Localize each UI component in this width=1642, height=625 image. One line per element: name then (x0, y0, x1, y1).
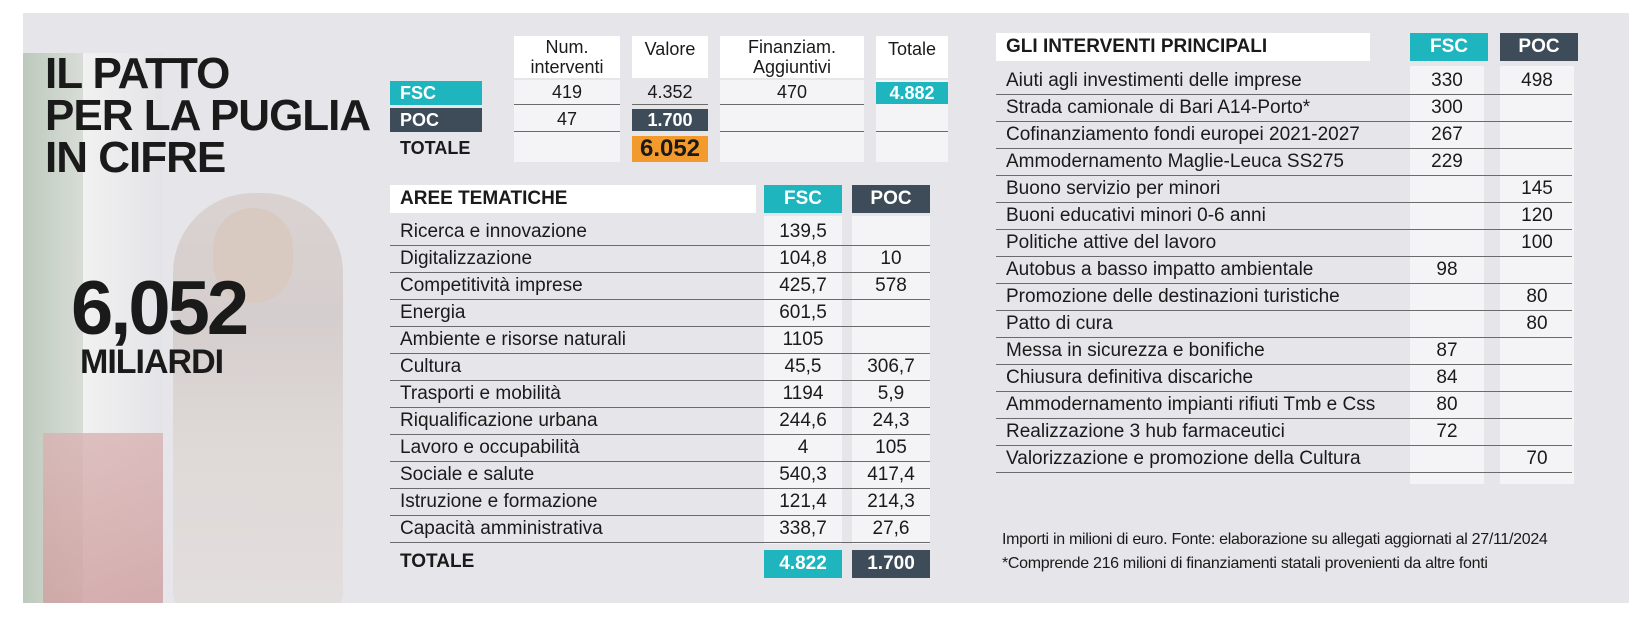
interventi-header: GLI INTERVENTI PRINCIPALI (996, 33, 1370, 61)
summary-fsc-finanz: 470 (720, 81, 864, 105)
aree-total-fsc: 4.822 (764, 550, 842, 578)
interventi-row-poc: 70 (1526, 448, 1548, 469)
interventi-row-poc: 498 (1521, 70, 1553, 91)
aree-row-fsc: 244,6 (779, 410, 827, 431)
interventi-row (996, 284, 1572, 311)
interventi-row-fsc: 80 (1436, 394, 1458, 415)
aree-row-fsc: 338,7 (779, 518, 827, 539)
aree-row-fsc: 4 (797, 437, 809, 458)
aree-col-poc: POC (852, 185, 930, 213)
interventi-row-poc: 80 (1526, 286, 1548, 307)
interventi-row-label: Ammodernamento Maglie-Leuca SS275 (1006, 151, 1344, 172)
aree-row (390, 273, 930, 300)
summary-col-num: Num. interventi (514, 36, 620, 78)
aree-row (390, 354, 930, 381)
aree-row-label: Istruzione e formazione (400, 491, 598, 512)
summary-label-totale: TOTALE (400, 137, 471, 158)
interventi-row-poc: 100 (1521, 232, 1553, 253)
summary-poc-finanz (720, 108, 864, 132)
aree-row-poc: 578 (875, 275, 907, 296)
interventi-row-label: Valorizzazione e promozione della Cultura (1006, 448, 1361, 469)
interventi-row (996, 338, 1572, 365)
aree-row-poc: 105 (875, 437, 907, 458)
big-figure-unit: MILIARDI (80, 343, 224, 381)
summary-col-valore: Valore (632, 36, 708, 78)
aree-row-fsc: 45,5 (784, 356, 822, 377)
interventi-row-fsc: 84 (1436, 367, 1458, 388)
aree-row-poc: 214,3 (867, 491, 915, 512)
interventi-row (996, 446, 1572, 473)
summary-fsc-valore: 4.352 (632, 81, 708, 105)
interventi-row (996, 392, 1572, 419)
interventi-row (996, 176, 1572, 203)
interventi-row (996, 122, 1572, 149)
interventi-row-label: Chiusura definitiva discariche (1006, 367, 1254, 388)
interventi-row (996, 95, 1572, 122)
interventi-row-poc: 120 (1521, 205, 1553, 226)
interventi-row-fsc: 300 (1431, 97, 1463, 118)
flag-red-stripe (43, 433, 163, 603)
aree-row (390, 300, 930, 327)
aree-total-label: TOTALE (400, 551, 475, 572)
summary-poc-totale (876, 108, 948, 132)
footnote-asterisk: *Comprende 216 milioni di finanziamenti statali provenienti da altre fonti (1002, 555, 1488, 572)
interventi-row-fsc: 330 (1431, 70, 1463, 91)
aree-row (390, 381, 930, 408)
summary-poc-valore: 1.700 (632, 109, 708, 131)
interventi-row (996, 230, 1572, 257)
aree-row-fsc: 1194 (782, 383, 824, 404)
aree-row-label: Trasporti e mobilità (400, 383, 561, 404)
aree-row-label: Competitività imprese (400, 275, 583, 296)
headline: IL PATTO PER LA PUGLIA IN CIFRE (45, 49, 371, 182)
summary-fsc-totale: 4.882 (876, 82, 948, 104)
interventi-row (996, 311, 1572, 338)
aree-row-poc: 27,6 (872, 518, 910, 539)
aree-row-fsc: 601,5 (779, 302, 827, 323)
aree-row-fsc: 1105 (782, 329, 824, 350)
big-figure-value: 6,052 (71, 266, 247, 351)
interventi-row (996, 68, 1572, 95)
interventi-row-label: Patto di cura (1006, 313, 1113, 334)
aree-row-label: Energia (400, 302, 466, 323)
footnote-source: Importi in milioni di euro. Fonte: elaborazione su allegati aggiornati al 27/11/2024 (1002, 531, 1548, 548)
summary-col-finanz: Finanziam. Aggiuntivi (720, 36, 864, 78)
aree-row (390, 462, 930, 489)
interventi-row-poc: 80 (1526, 313, 1548, 334)
aree-row-poc: 10 (880, 248, 902, 269)
aree-row-poc: 306,7 (867, 356, 915, 377)
summary-label-poc: POC (390, 108, 482, 132)
interventi-row-poc: 145 (1521, 178, 1553, 199)
interventi-row-label: Realizzazione 3 hub farmaceutici (1006, 421, 1285, 442)
aree-row-label: Capacità amministrativa (400, 518, 603, 539)
aree-total-poc: 1.700 (852, 550, 930, 578)
interventi-row-label: Promozione delle destinazioni turistiche (1006, 286, 1340, 307)
aree-row (390, 516, 930, 543)
interventi-row (996, 257, 1572, 284)
aree-row-fsc: 104,8 (779, 248, 827, 269)
interventi-row-fsc: 87 (1436, 340, 1458, 361)
aree-row-fsc: 139,5 (779, 221, 827, 242)
interventi-row (996, 149, 1572, 176)
aree-row-poc: 24,3 (872, 410, 910, 431)
interventi-row (996, 203, 1572, 230)
interventi-row-fsc: 267 (1431, 124, 1463, 145)
aree-row-fsc: 425,7 (779, 275, 827, 296)
interventi-row-label: Autobus a basso impatto ambientale (1006, 259, 1314, 280)
interventi-col-fsc: FSC (1410, 33, 1488, 61)
interventi-row-label: Messa in sicurezza e bonifiche (1006, 340, 1265, 361)
interventi-row (996, 365, 1572, 392)
summary-poc-num: 47 (514, 108, 620, 132)
aree-row-fsc: 540,3 (779, 464, 827, 485)
aree-row (390, 489, 930, 516)
aree-row (390, 246, 930, 273)
interventi-row-fsc: 98 (1436, 259, 1458, 280)
interventi-row-label: Buoni educativi minori 0-6 anni (1006, 205, 1266, 226)
footnotes (1002, 528, 1548, 576)
aree-row-poc: 417,4 (867, 464, 915, 485)
aree-row (390, 327, 930, 354)
interventi-col-poc: POC (1500, 33, 1578, 61)
aree-row-label: Cultura (400, 356, 462, 377)
aree-row-poc: 5,9 (877, 383, 905, 404)
interventi-row-label: Cofinanziamento fondi europei 2021-2027 (1006, 124, 1360, 145)
aree-row-label: Ricerca e innovazione (400, 221, 587, 242)
aree-row-label: Digitalizzazione (400, 248, 533, 269)
interventi-row-label: Strada camionale di Bari A14-Porto* (1006, 97, 1311, 118)
aree-header: AREE TEMATICHE (390, 185, 756, 213)
interventi-row-label: Ammodernamento impianti rifiuti Tmb e Css (1006, 394, 1376, 415)
aree-row-label: Riqualificazione urbana (400, 410, 598, 431)
aree-row-label: Ambiente e risorse naturali (400, 329, 626, 350)
aree-row-fsc: 121,4 (779, 491, 827, 512)
summary-col-totale: Totale (876, 36, 948, 78)
summary-total-valore: 6.052 (632, 136, 708, 162)
aree-col-fsc: FSC (764, 185, 842, 213)
interventi-row-label: Aiuti agli investimenti delle imprese (1006, 70, 1302, 91)
summary-label-fsc: FSC (390, 81, 482, 105)
interventi-row-label: Politiche attive del lavoro (1006, 232, 1217, 253)
aree-row (390, 408, 930, 435)
interventi-row-fsc: 229 (1431, 151, 1463, 172)
aree-row (390, 219, 930, 246)
interventi-row (996, 419, 1572, 446)
summary-fsc-num: 419 (514, 81, 620, 105)
interventi-row-label: Buono servizio per minori (1006, 178, 1221, 199)
aree-row (390, 435, 930, 462)
interventi-row-fsc: 72 (1436, 421, 1458, 442)
aree-row-label: Sociale e salute (400, 464, 535, 485)
aree-row-label: Lavoro e occupabilità (400, 437, 580, 458)
